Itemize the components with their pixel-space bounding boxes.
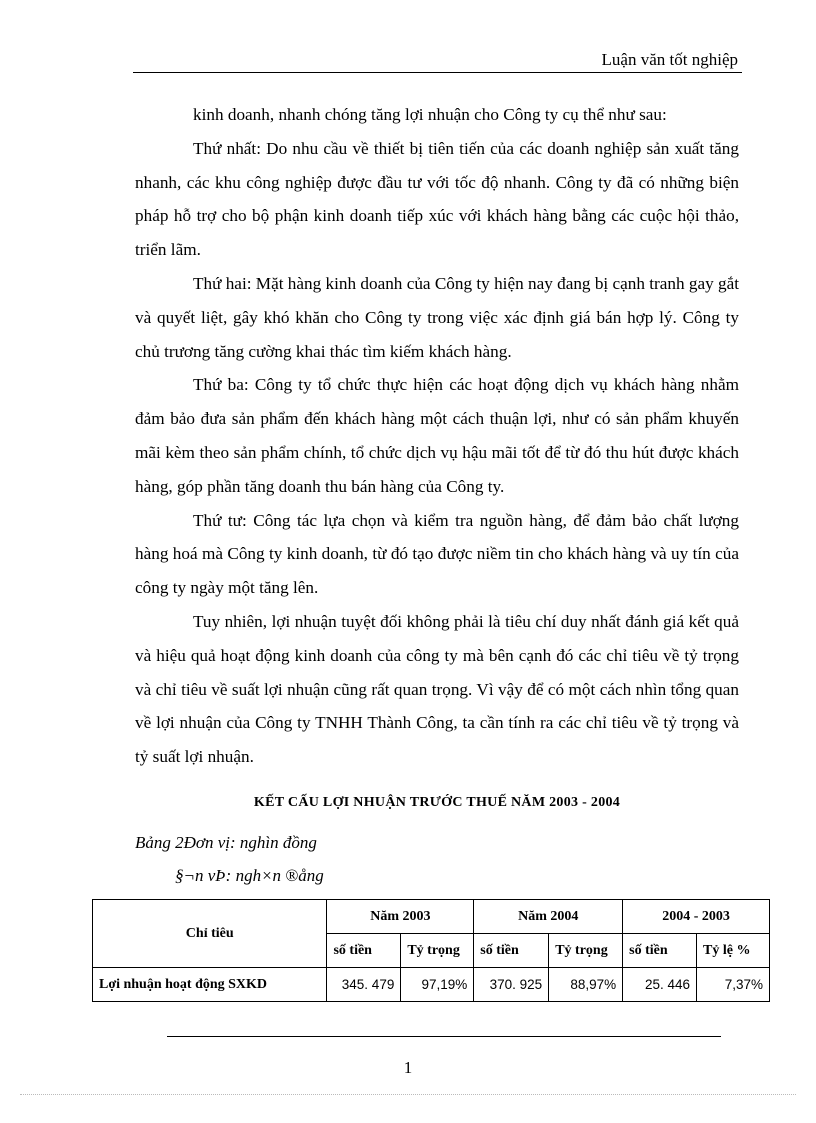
paragraph-intro: kinh doanh, nhanh chóng tăng lợi nhuận cho Công ty cụ thể như sau: (193, 105, 667, 124)
page-bottom-edge (20, 1094, 796, 1095)
header-indicator: Chỉ tiêu (93, 900, 327, 968)
cell-amount-2004: 370. 925 (474, 968, 549, 1002)
cell-amount-2003: 345. 479 (327, 968, 401, 1002)
table-caption: Bảng 2Đơn vị: nghìn đồng (135, 833, 317, 852)
table-header-row (93, 900, 770, 934)
subheader-amount-2004: số tiền (474, 934, 549, 968)
cell-share-2004: 88,97% (549, 968, 623, 1002)
footer-rule (167, 1036, 721, 1037)
subheader-rate-diff: Tỷ lệ % (697, 934, 770, 968)
table-title: KẾT CẤU LỢI NHUẬN TRƯỚC THUẾ NĂM 2003 - 2004 (253, 795, 621, 810)
table-row (93, 968, 770, 1002)
profit-structure-table (92, 899, 770, 1002)
header-year-2004: Năm 2004 (474, 900, 623, 934)
subheader-amount-2003: số tiền (327, 934, 401, 968)
paragraph-second-point: Thứ hai: Mặt hàng kinh doanh của Công ty hiện nay đang bị cạnh tranh gay gắt và quyết liệt, gây khó khăn cho Công ty trong việc xác định giá bán hợp lý. Công ty chủ trương tăng cường khai thác tìm kiếm khách hàng. (135, 273, 739, 361)
subheader-share-2004: Tỷ trọng (549, 934, 623, 968)
body-text (135, 98, 739, 774)
header-rule (133, 72, 742, 73)
cell-amount-diff: 25. 446 (623, 968, 697, 1002)
paragraph-fourth-point: Thứ tư: Công tác lựa chọn và kiểm tra nguồn hàng, để đảm bảo chất lượng hàng hoá mà Công ty kinh doanh, từ đó tạo được niềm tin cho khách hàng và uy tín của công ty ngày một tăng lên. (135, 510, 739, 598)
page-header-title: Luận văn tốt nghiệp (601, 50, 738, 69)
subheader-amount-diff: số tiền (623, 934, 697, 968)
header-year-2003: Năm 2003 (327, 900, 474, 934)
paragraph-first-point: Thứ nhất: Do nhu cầu về thiết bị tiên tiến của các doanh nghiệp sản xuất tăng nhanh, các khu công nghiệp được đầu tư với tốc độ nhanh. Công ty đã có những biện pháp hỗ trợ cho bộ phận kinh doanh tiếp xúc với khách hàng bằng các cuộc hội thảo, triển lãm. (135, 138, 739, 260)
cell-rate-diff: 7,37% (697, 968, 770, 1002)
row-label: Lợi nhuận hoạt động SXKD (93, 968, 327, 1002)
paragraph-conclusion: Tuy nhiên, lợi nhuận tuyệt đối không phải là tiêu chí duy nhất đánh giá kết quả và hiệu quả hoạt động kinh doanh của công ty mà bên cạnh đó các chỉ tiêu về tỷ trọng và chỉ tiêu về suất lợi nhuận cũng rất quan trọng. Vì vậy để có một cách nhìn tổng quan về lợi nhuận của Công ty TNHH Thành Công, ta cần tính ra các chỉ tiêu về tỷ trọng và tỷ suất lợi nhuận. (135, 611, 739, 767)
header-difference: 2004 - 2003 (623, 900, 770, 934)
subheader-share-2003: Tỷ trọng (401, 934, 474, 968)
table-caption-garbled: §¬n vÞ: ngh×n ®ång (175, 866, 324, 885)
page-number: 1 (403, 1058, 413, 1077)
paragraph-third-point: Thứ ba: Công ty tổ chức thực hiện các hoạt động dịch vụ khách hàng nhằm đảm bảo đưa sản phẩm đến khách hàng một cách thuận lợi, như có sản phẩm khuyến mãi kèm theo sản phẩm chính, tổ chức dịch vụ hậu mãi tốt để từ đó thu hút được khách hàng, góp phần tăng doanh thu bán hàng của Công ty. (135, 375, 739, 496)
cell-share-2003: 97,19% (401, 968, 474, 1002)
